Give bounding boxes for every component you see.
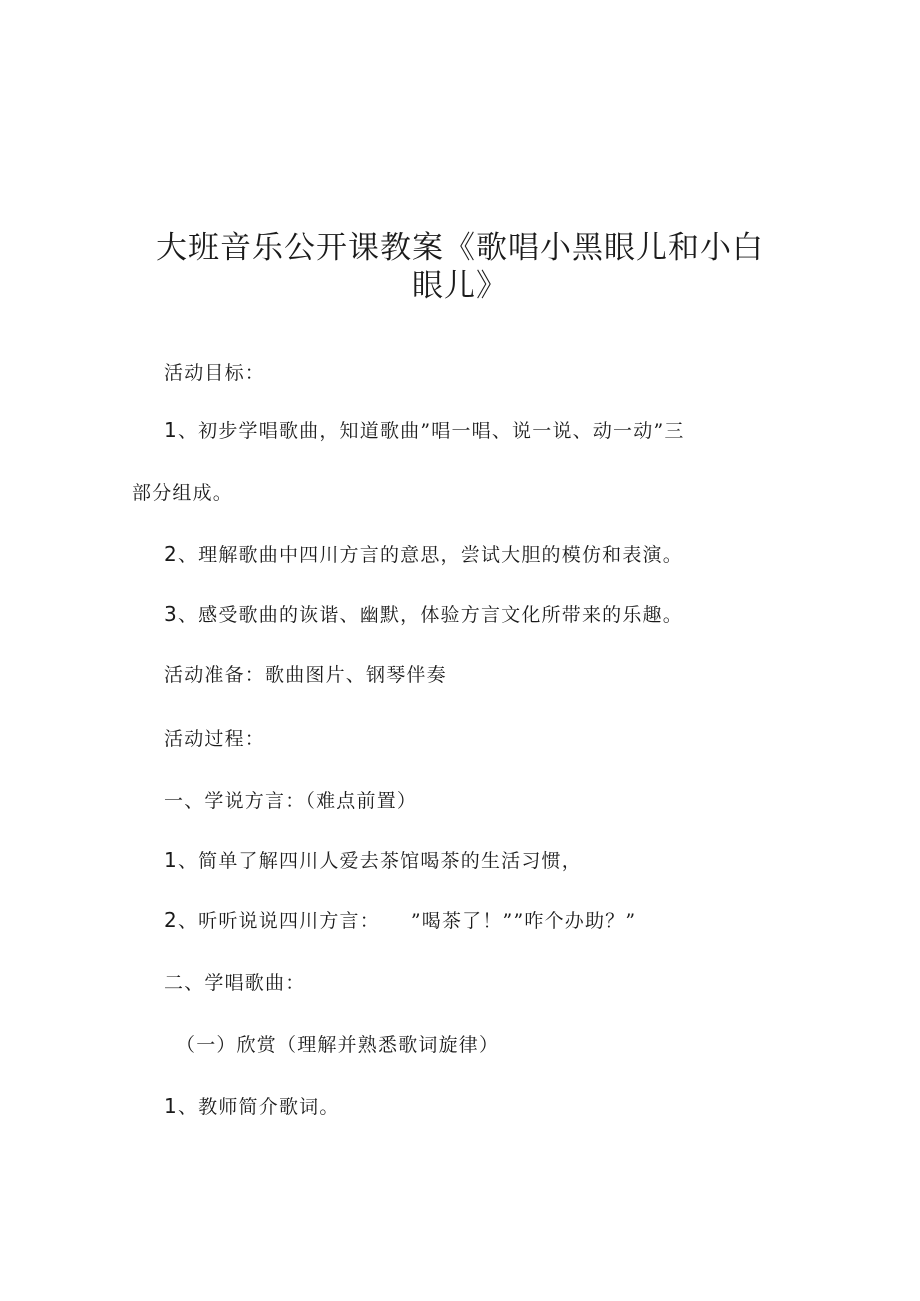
section-1-item-1 [164, 846, 582, 873]
section-1-item-2-text: 、听听说说四川方言： ”喝茶了！””咋个办助？” [177, 910, 637, 932]
goal-3-text: 、感受歌曲的诙谐、幽默，体验方言文化所带来的乐趣。 [177, 604, 683, 626]
section-2-item-1 [164, 1092, 340, 1119]
section-2-heading: 二、学唱歌曲： [164, 972, 306, 994]
document-title-line1: 大班音乐公开课教案《歌唱小黑眼儿和小白 [156, 230, 764, 266]
section-1-item-2-number: 2 [164, 908, 178, 932]
section-1-item-2 [164, 906, 636, 933]
section-1-item-1-text: 、简单了解四川人爱去茶馆喝茶的生活习惯， [177, 850, 582, 872]
goal-2-text: 、理解歌曲中四川方言的意思，尝试大胆的模仿和表演。 [177, 544, 683, 566]
section-1-heading: 一、学说方言：（难点前置） [164, 790, 418, 812]
subsection-1-heading: （一）欣赏（理解并熟悉歌词旋律） [176, 1034, 500, 1056]
goal-3 [164, 600, 683, 627]
goal-1-number: 1 [164, 418, 178, 442]
process-heading: 活动过程： [164, 728, 266, 750]
section-1-item-1-number: 1 [164, 848, 178, 872]
goal-2-number: 2 [164, 542, 178, 566]
document-title-line2: 眼儿》 [412, 268, 508, 304]
goal-1-text: 、初步学唱歌曲，知道歌曲”唱一唱、说一说、动一动”三 [177, 420, 685, 442]
goal-1 [164, 416, 685, 443]
section-2-item-1-text: 、教师简介歌词。 [177, 1096, 340, 1118]
goal-2 [164, 540, 683, 567]
preparation-line: 活动准备：歌曲图片、钢琴伴奏 [164, 664, 447, 686]
section-2-item-1-number: 1 [164, 1094, 178, 1118]
goal-3-number: 3 [164, 602, 178, 626]
goals-heading: 活动目标： [164, 362, 266, 384]
goal-1-continuation: 部分组成。 [132, 482, 234, 504]
